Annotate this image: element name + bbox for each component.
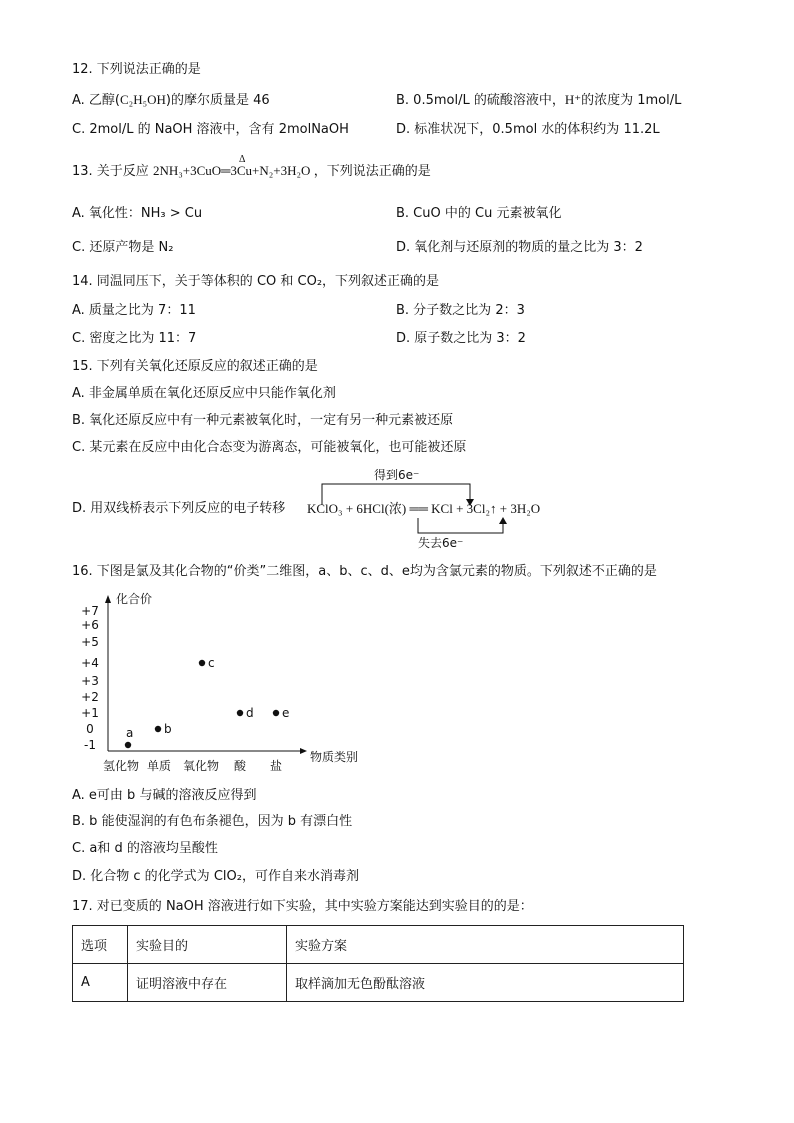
heat-mark: Δ xyxy=(238,154,246,165)
x-category-label: 酸 xyxy=(233,759,247,773)
y-tick-label: +1 xyxy=(81,706,99,720)
q13-option-d: D. 氧化剂与还原剂的物质的量之比为 3：2 xyxy=(396,240,643,255)
x-category-label: 氧化物 xyxy=(182,759,220,773)
q17-stem: 17. 对已变质的 NaOH 溶液进行如下实验，其中实验方案能达到实验目的的是： xyxy=(72,899,533,914)
q15-option-a: A. 非金属单质在氧化还原反应中只能作氧化剂 xyxy=(72,386,336,401)
x-axis-label: 物质类别 xyxy=(310,750,359,764)
q12-option-a: A. 乙醇(C₂H₅OH)的摩尔质量是 46 xyxy=(72,92,270,108)
x-category-label: 盐 xyxy=(269,759,283,773)
q14-option-c: C. 密度之比为 11：7 xyxy=(72,331,197,346)
q13-option-b: B. CuO 中的 Cu 元素被氧化 xyxy=(396,206,562,221)
q16-stem: 16. 下图是氯及其化合物的“价类”二维图，a、b、c、d、e均为含氯元素的物质。下列叙述不正确的是 xyxy=(72,564,657,579)
gain-electrons-label: 得到6e⁻ xyxy=(374,468,420,482)
q15-option-d-text: D. 用双线桥表示下列反应的电子转移 xyxy=(72,501,286,516)
q15-equation: KClO₃ + 6HCl(浓) ══ KCl + 3Cl₂↑ + 3H₂O xyxy=(307,501,541,516)
q14-option-b: B. 分子数之比为 2：3 xyxy=(396,303,525,318)
data-point-e xyxy=(273,710,279,716)
q14-stem: 14. 同温同压下，关于等体积的 CO 和 CO₂，下列叙述正确的是 xyxy=(72,274,440,289)
x-category-label: 单质 xyxy=(146,759,172,773)
point-label-a: a xyxy=(126,726,134,740)
data-point-d xyxy=(237,710,243,716)
q15-option-c: C. 某元素在反应中由化合态变为游离态，可能被氧化，也可能被还原 xyxy=(72,440,467,455)
q14-option-a: A. 质量之比为 7：11 xyxy=(72,303,196,318)
q13-option-c: C. 还原产物是 N₂ xyxy=(72,240,174,255)
point-label-c: c xyxy=(208,656,215,670)
y-axis-label: 化合价 xyxy=(116,592,153,606)
q12-option-b: B. 0.5mol/L 的硫酸溶液中，H⁺的浓度为 1mol/L xyxy=(396,92,682,108)
x-axis-arrow xyxy=(300,748,307,754)
y-tick-label: +2 xyxy=(81,690,99,704)
q13-stem: 13. 关于反应 2NH₃+3CuO═3Cu+N₂+3H₂O Δ ，下列说法正确的是 xyxy=(72,162,431,181)
q13-equation: 2NH₃+3CuO═3Cu+N₂+3H₂O Δ xyxy=(153,163,314,178)
q15-option-b: B. 氧化还原反应中有一种元素被氧化时，一定有另一种元素被还原 xyxy=(72,413,454,428)
table-header-row xyxy=(73,926,684,964)
data-point-c xyxy=(199,660,205,666)
header-option: 选项 xyxy=(73,926,128,964)
data-point-b xyxy=(155,726,161,732)
y-tick-label: +4 xyxy=(81,656,99,670)
x-category-label: 氢化物 xyxy=(102,759,140,773)
y-tick-label: -1 xyxy=(84,738,96,752)
q12-stem: 12. 下列说法正确的是 xyxy=(72,62,201,77)
cell-plan: 取样滴加无色酚酞溶液 xyxy=(287,964,684,1002)
y-tick-label: 0 xyxy=(86,722,94,736)
valence-class-chart xyxy=(60,585,380,775)
y-tick-label: +6 xyxy=(81,618,99,632)
y-axis-arrow xyxy=(105,595,111,603)
q14-option-d: D. 原子数之比为 3：2 xyxy=(396,331,526,346)
q12-option-c: C. 2mol/L 的 NaOH 溶液中，含有 2molNaOH xyxy=(72,122,349,137)
header-purpose: 实验目的 xyxy=(128,926,287,964)
q17-table xyxy=(72,925,684,1002)
table-row xyxy=(73,964,684,1002)
point-label-b: b xyxy=(164,722,172,736)
y-tick-label: +7 xyxy=(81,604,99,618)
data-point-a xyxy=(125,742,131,748)
cell-option: A xyxy=(73,964,128,1002)
q13-option-a: A. 氧化性：NH₃ > Cu xyxy=(72,206,203,221)
q16-option-c: C. a和 d 的溶液均呈酸性 xyxy=(72,841,218,856)
q16-option-b: B. b 能使湿润的有色布条褪色，因为 b 有漂白性 xyxy=(72,814,353,829)
point-label-e: e xyxy=(282,706,290,720)
header-plan: 实验方案 xyxy=(287,926,684,964)
q16-option-a: A. e可由 b 与碱的溶液反应得到 xyxy=(72,788,257,803)
q15-stem: 15. 下列有关氧化还原反应的叙述正确的是 xyxy=(72,359,318,374)
point-label-d: d xyxy=(246,706,254,720)
q16-option-d: D. 化合物 c 的化学式为 ClO₂，可作自来水消毒剂 xyxy=(72,869,359,884)
cell-purpose: 证明溶液中存在 xyxy=(128,964,287,1002)
q12-option-d: D. 标准状况下，0.5mol 水的体积约为 11.2L xyxy=(396,122,660,137)
lose-electrons-label: 失去6e⁻ xyxy=(418,536,464,550)
y-tick-label: +5 xyxy=(81,635,99,649)
y-tick-label: +3 xyxy=(81,674,99,688)
